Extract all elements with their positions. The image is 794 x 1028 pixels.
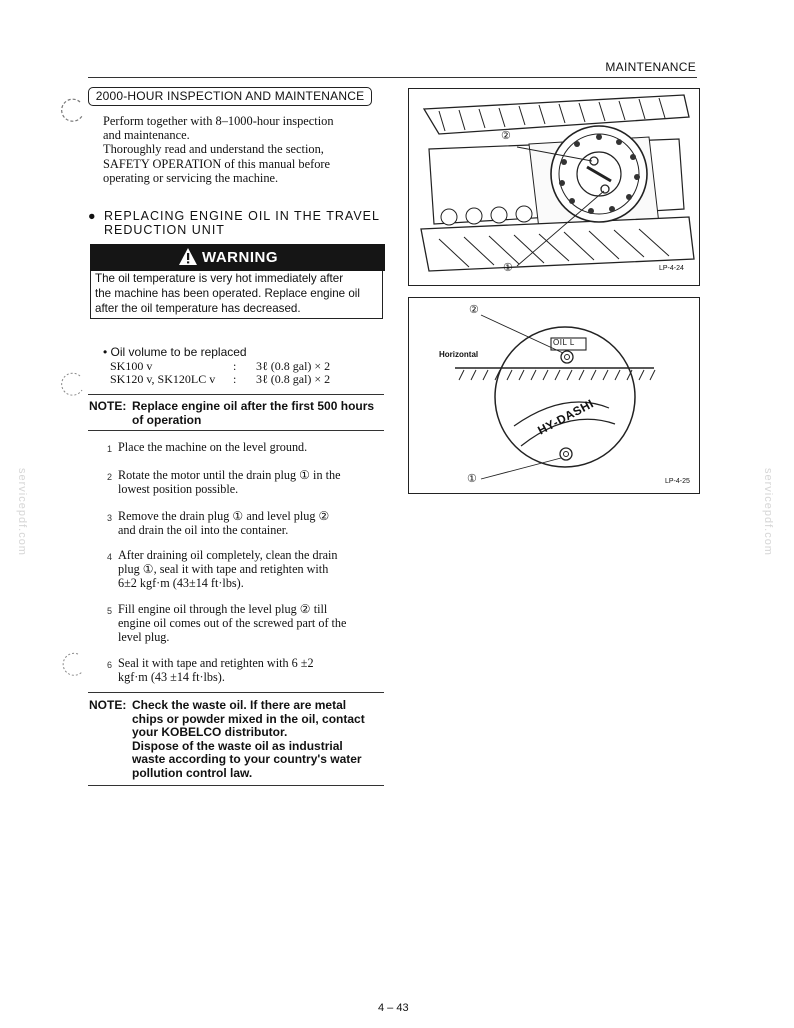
intro-paragraph [103,114,388,185]
step-text [118,657,390,685]
callout-drain-plug: ① [503,262,513,274]
step-text [118,469,388,497]
note-line: Check the waste oil. If there are metal [132,698,347,712]
warning-line: after the oil temperature has decreased. [95,302,301,315]
oil-level-illustration [409,298,699,493]
watermark-right: servicepdf.com [762,468,774,556]
travel-motor-illustration [409,89,699,285]
note-line: Dispose of the waste oil as industrial [132,738,343,753]
oil-volume-sep: : [233,359,237,373]
warning-line: The oil temperature is very hot immediately after [95,272,344,285]
figure-oil-level [408,297,700,494]
binder-hole-mark [58,370,88,400]
intro-line: and maintenance. [103,128,190,143]
page-number: 4 – 43 [378,1002,409,1014]
step-line: plug ①, seal it with tape and retighten with [118,561,329,576]
step-line: engine oil comes out of the screwed part of the [118,615,347,630]
note-label: NOTE: [89,698,127,712]
callout-level-plug: ② [501,130,511,142]
warning-banner [90,244,385,271]
step-line: kgf·m (43 ±14 ft·lbs). [118,669,225,684]
intro-line: operating or servicing the machine. [103,170,279,185]
note-rule [88,785,384,786]
step-text [118,549,390,590]
step-line: Seal it with tape and retighten with 6 ±2 [118,656,314,670]
step-line: lowest position possible. [118,481,239,496]
step-number: 5 [107,606,113,616]
warning-triangle-icon [178,247,198,266]
subsection-heading-line: REPLACING ENGINE OIL IN THE TRAVEL [104,209,380,223]
note-line: Replace engine oil after the first 500 hours [132,399,375,413]
warning-text [90,271,383,319]
warning-title: WARNING [202,249,278,266]
step-number: 3 [107,513,113,523]
callout-level-plug: ② [469,304,479,316]
note-line: waste according to your country's water [132,752,362,766]
oil-volume-model: SK120 v, SK120LC v [110,372,216,386]
oil-volume-sep: : [233,372,237,386]
step-number: 2 [107,472,113,482]
binder-hole-mark [58,650,88,680]
step-line: Rotate the motor until the drain plug ① in the [118,468,341,482]
step-line: After draining oil completely, clean the drain [118,548,338,562]
step-line: 6±2 kgf·m (43±14 ft·lbs). [118,575,244,590]
step-text [118,441,388,455]
note-text [132,699,388,780]
note-line: your KOBELCO distributor. [132,725,288,739]
subsection-bullet: ● [88,209,97,223]
callout-drain-plug: ① [467,473,477,485]
note-line: of operation [132,412,202,427]
horizontal-label: Horizontal [439,350,479,359]
step-line: level plug. [118,629,170,644]
oil-volume-model: SK100 v [110,359,153,373]
figure-code: LP-4-25 [665,478,690,485]
note-label: NOTE: [89,399,127,413]
header-rule [88,77,697,78]
oil-volume-qty: 3ℓ (0.8 gal) × 2 [256,359,331,373]
oil-level-label: OIL L [553,338,575,347]
figure-code: LP-4-24 [659,265,684,272]
step-line: Remove the drain plug ① and level plug ② [118,509,330,523]
step-text [118,510,388,538]
figure-travel-motor [408,88,700,286]
step-line: Fill engine oil through the level plug ② till [118,602,328,616]
watermark-left: servicepdf.com [16,468,28,556]
note-rule [88,692,384,693]
oil-volume-qty: 3ℓ (0.8 gal) × 2 [256,372,331,386]
subsection-heading [104,209,389,237]
brand-label: HY-DASHI [535,396,597,438]
binder-hole-mark [58,96,88,126]
step-text [118,603,390,644]
warning-line: the machine has been operated. Replace engine oil [95,287,360,300]
note-line: chips or powder mixed in the oil, contact [132,711,365,726]
oil-volume-label: • Oil volume to be replaced [103,345,247,359]
step-line: and drain the oil into the container. [118,522,289,537]
note-rule [88,394,384,395]
intro-line: SAFETY OPERATION of this manual before [103,156,331,171]
step-number: 6 [107,660,113,670]
note-line: pollution control law. [132,765,253,780]
note-text [132,400,388,427]
step-number: 1 [107,444,113,454]
note-rule [88,430,384,431]
intro-line: Thoroughly read and understand the section, [103,142,324,157]
subsection-heading-line: REDUCTION UNIT [104,223,225,237]
running-header: MAINTENANCE [605,60,696,74]
intro-line: Perform together with 8–1000-hour inspection [103,114,334,128]
step-line: Place the machine on the level ground. [118,440,308,454]
section-title: 2000-HOUR INSPECTION AND MAINTENANCE [88,87,372,106]
step-number: 4 [107,552,113,562]
